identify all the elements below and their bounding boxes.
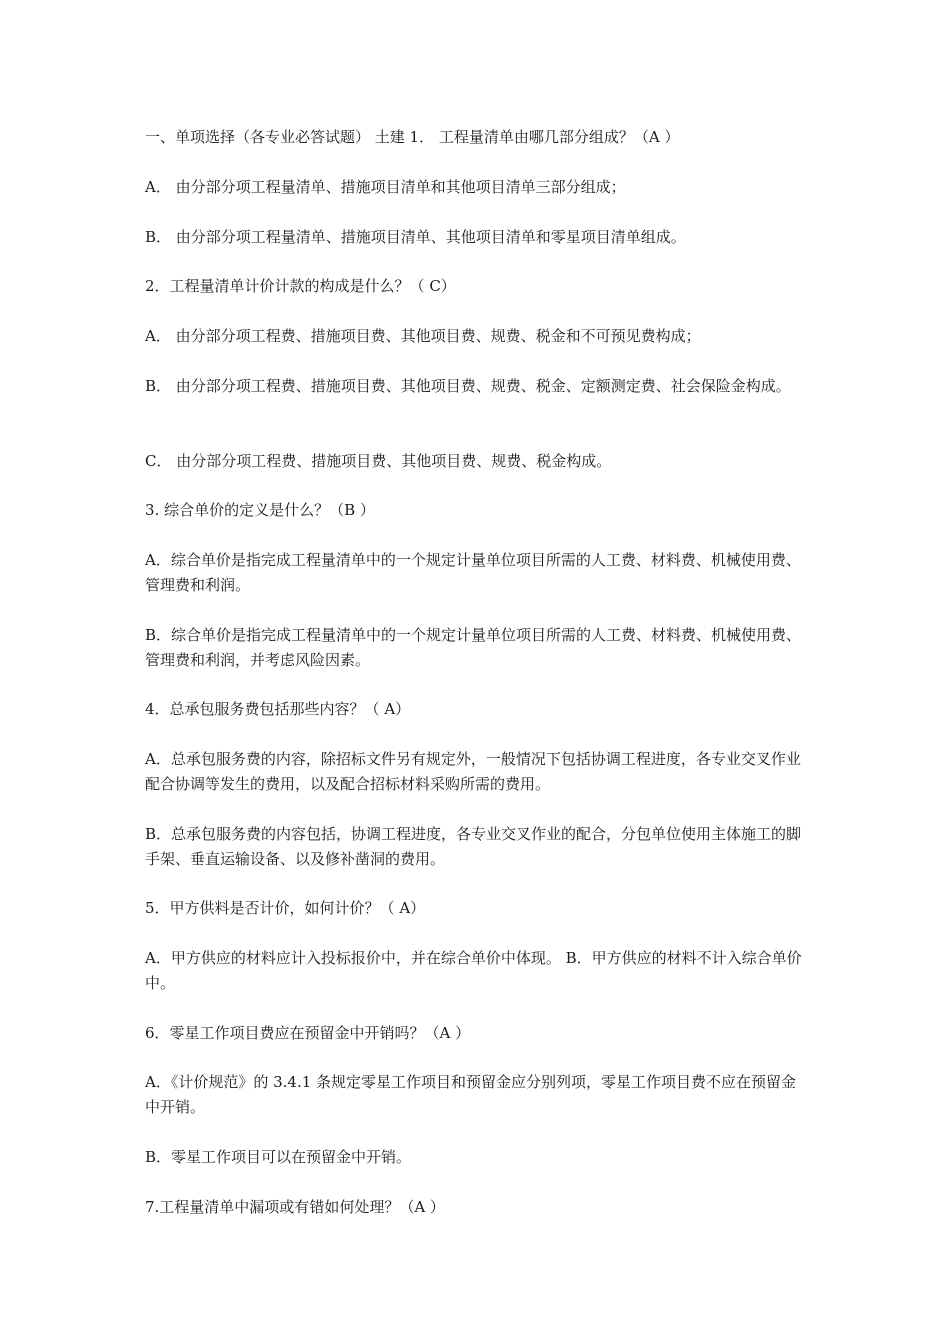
q2-option-a: A． 由分部分项工程费、措施项目费、其他项目费、规费、税金和不可预见费构成； [145, 327, 701, 345]
question-4: 4．总承包服务费包括那些内容？（ A） [145, 700, 411, 718]
question-6: 6．零星工作项目费应在预留金中开销吗？（A ） [145, 1024, 471, 1042]
section-heading-question-1: 一、单项选择（各专业必答试题） 土建 1． 工程量清单由哪几部分组成？（A ） [145, 128, 680, 146]
q2-option-b: B． 由分部分项工程费、措施项目费、其他项目费、规费、税金、定额测定费、社会保险金构成。 [145, 377, 791, 395]
question-5: 5．甲方供料是否计价，如何计价？（ A） [145, 899, 426, 917]
q3-option-a: A．综合单价是指完成工程量清单中的一个规定计量单位项目所需的人工费、材料费、机械使用费、管理费和利润。 [145, 551, 801, 594]
q3-option-b: B．综合单价是指完成工程量清单中的一个规定计量单位项目所需的人工费、材料费、机械使用费、管理费和利润，并考虑风险因素。 [145, 626, 802, 669]
q5-options: A．甲方供应的材料应计入投标报价中，并在综合单价中体现。 B．甲方供应的材料不计入综合单价中。 [145, 949, 802, 992]
q4-option-b: B．总承包服务费的内容包括，协调工程进度，各专业交叉作业的配合，分包单位使用主体施工的脚手架、垂直运输设备、以及修补凿洞的费用。 [145, 825, 802, 868]
question-3: 3. 综合单价的定义是什么？（B ） [145, 501, 375, 519]
q4-option-a: A．总承包服务费的内容，除招标文件另有规定外，一般情况下包括协调工程进度，各专业交叉作业配合协调等发生的费用，以及配合招标材料采购所需的费用。 [145, 750, 801, 793]
q6-option-a: A．《计价规范》的 3.4.1 条规定零星工作项目和预留金应分别列项，零星工作项目费不应在预留金中开销。 [145, 1073, 797, 1116]
q1-option-a: A． 由分部分项工程量清单、措施项目清单和其他项目清单三部分组成； [145, 178, 626, 196]
q1-option-b: B． 由分部分项工程量清单、措施项目清单、其他项目清单和零星项目清单组成。 [145, 228, 686, 246]
q6-option-b: B．零星工作项目可以在预留金中开销。 [145, 1148, 412, 1166]
question-7: 7.工程量清单中漏项或有错如何处理？（A ） [145, 1198, 445, 1216]
q2-option-c: C． 由分部分项工程费、措施项目费、其他项目费、规费、税金构成。 [145, 452, 612, 470]
question-2: 2．工程量清单计价计款的构成是什么？（ C） [145, 277, 456, 295]
